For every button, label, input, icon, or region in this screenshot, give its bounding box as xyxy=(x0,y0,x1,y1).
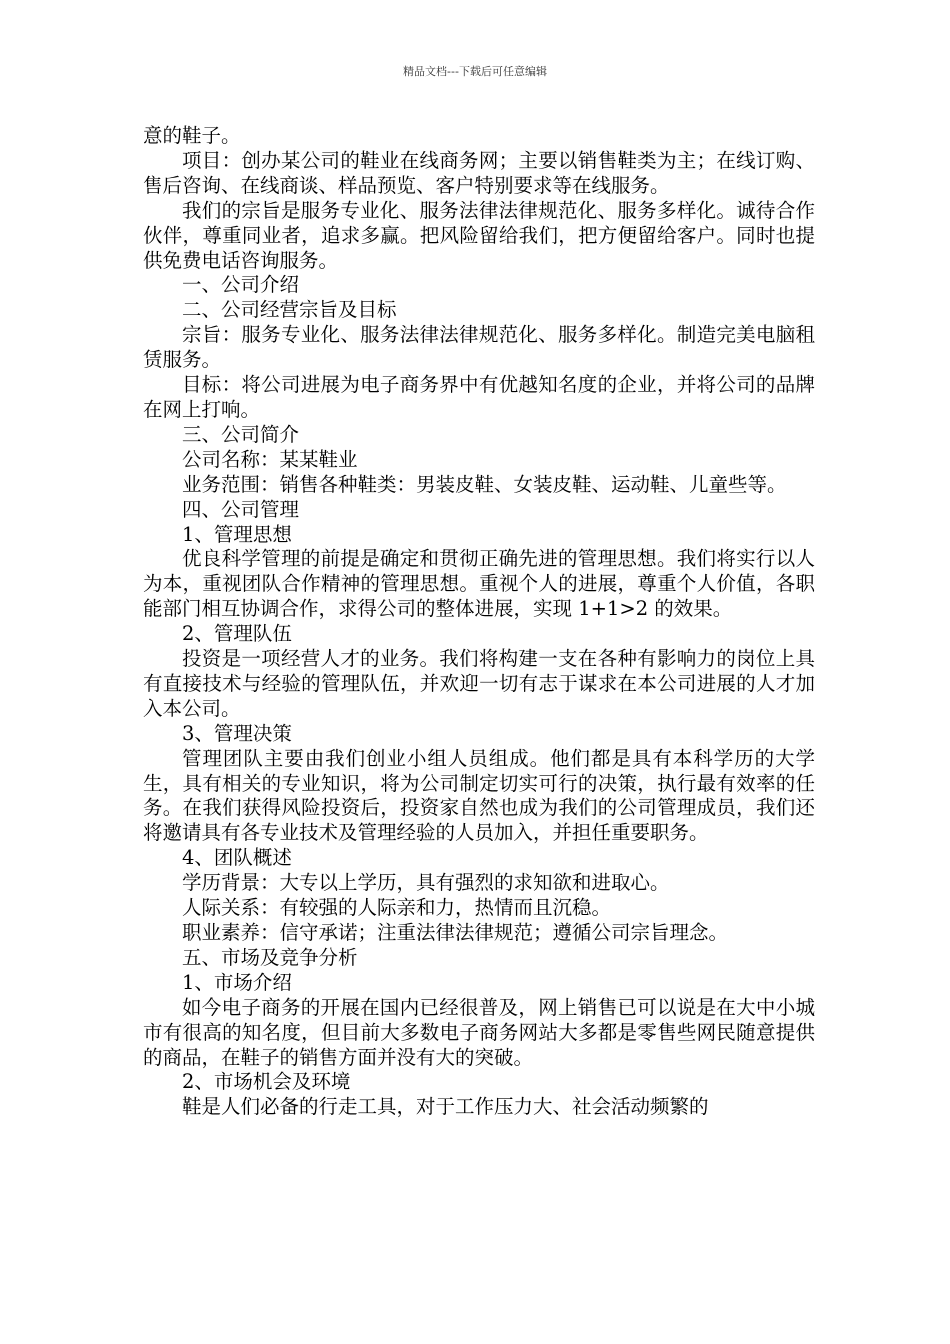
section-heading: 四、公司管理 xyxy=(182,497,300,521)
section-heading: 一、公司介绍 xyxy=(182,273,300,297)
paragraph: 如今电子商务的开展在国内已经很普及，网上销售已可以说是在大中小城市有很高的知名度，但目前大多数电子商务网站大多都是零售些网民随意提供的商品，在鞋子的销售方面并没有大的突破。 xyxy=(143,995,815,1069)
subsection-heading: 1、管理思想 xyxy=(182,522,292,546)
paragraph: 职业素养：信守承诺；注重法律法律规范；遵循公司宗旨理念。 xyxy=(182,921,729,944)
subsection-heading: 2、市场机会及环境 xyxy=(182,1070,351,1094)
paragraph: 宗旨：服务专业化、服务法律法律规范化、服务多样化。制造完美电脑租赁服务。 xyxy=(143,323,815,372)
section-heading: 五、市场及竞争分析 xyxy=(182,945,358,969)
paragraph: 优良科学管理的前提是确定和贯彻正确先进的管理思想。我们将实行以人为本，重视团队合作精神的管理思想。重视个人的进展，尊重个人价值，各职能部门相互协调合作，求得公司的整体进展，实现 1+1>2 的效果。 xyxy=(143,547,815,621)
paragraph: 项目：创办某公司的鞋业在线商务网；主要以销售鞋类为主；在线订购、售后咨询、在线商谈、样品预览、客户特别要求等在线服务。 xyxy=(143,148,815,197)
paragraph: 公司名称：某某鞋业 xyxy=(182,447,358,471)
paragraph: 管理团队主要由我们创业小组人员组成。他们都是具有本科学历的大学生，具有相关的专业知识，将为公司制定切实可行的决策，执行最有效率的任务。在我们获得风险投资后，投资家自然也成为我们的公司管理成员，我们还将邀请具有各专业技术及管理经验的人员加入，并担任重要职务。 xyxy=(143,746,815,845)
section-heading: 二、公司经营宗旨及目标 xyxy=(182,298,397,322)
paragraph: 意的鞋子。 xyxy=(143,124,241,147)
document-body xyxy=(143,124,815,1120)
page-header: 精品文档---下载后可任意编辑 xyxy=(403,65,547,78)
paragraph: 人际关系：有较强的人际亲和力，热情而且沉稳。 xyxy=(182,896,612,920)
subsection-heading: 2、管理队伍 xyxy=(182,622,292,646)
subsection-heading: 1、市场介绍 xyxy=(182,970,292,994)
paragraph: 目标：将公司进展为电子商务界中有优越知名度的企业，并将公司的品牌在网上打响。 xyxy=(143,373,815,421)
paragraph: 业务范围：销售各种鞋类：男装皮鞋、女装皮鞋、运动鞋、儿童些等。 xyxy=(182,472,787,496)
subsection-heading: 4、团队概述 xyxy=(182,846,292,870)
paragraph: 鞋是人们必备的行走工具，对于工作压力大、社会活动频繁的 xyxy=(182,1095,709,1119)
paragraph: 学历背景：大专以上学历，具有强烈的求知欲和进取心。 xyxy=(182,871,670,895)
subsection-heading: 3、管理决策 xyxy=(182,721,292,745)
paragraph: 投资是一项经营人才的业务。我们将构建一支在各种有影响力的岗位上具有直接技术与经验的管理队伍，并欢迎一切有志于谋求在本公司进展的人才加入本公司。 xyxy=(143,647,815,720)
paragraph: 我们的宗旨是服务专业化、服务法律法律规范化、服务多样化。诚待合作伙伴，尊重同业者，追求多赢。把风险留给我们，把方便留给客户。同时也提供免费电话咨询服务。 xyxy=(143,198,815,272)
section-heading: 三、公司简介 xyxy=(182,422,300,446)
